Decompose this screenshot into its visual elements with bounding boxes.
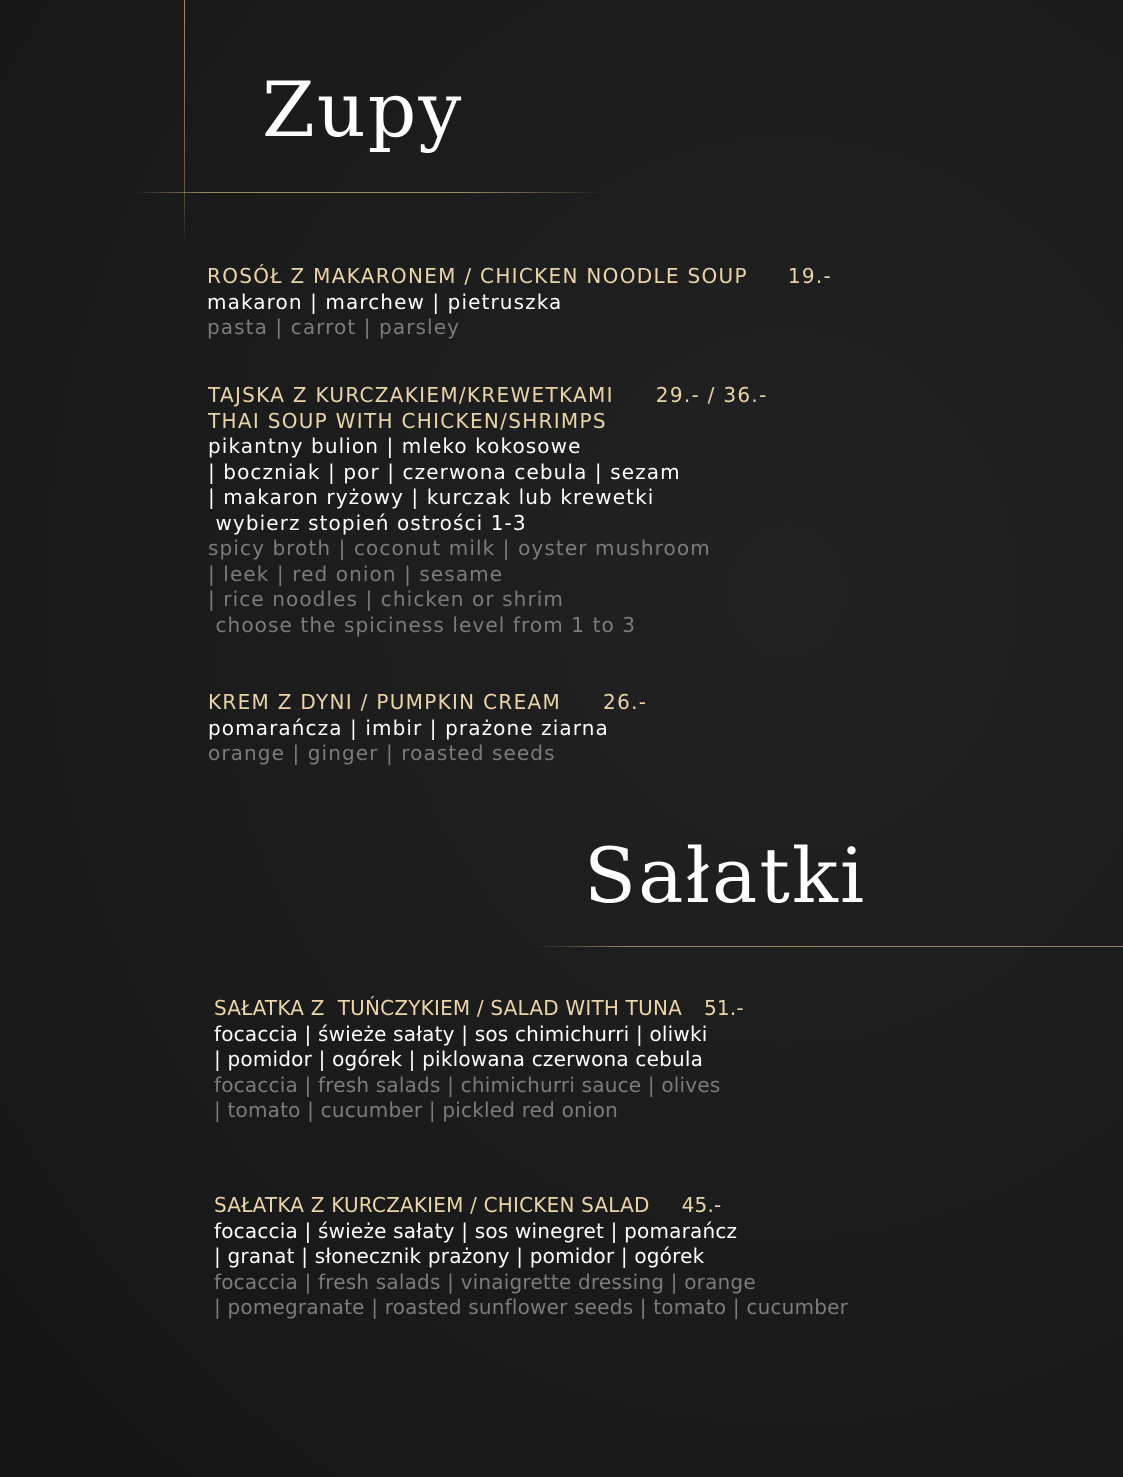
item-desc-en: choose the spiciness level from 1 to 3 — [208, 612, 637, 637]
item-desc-en: pasta | carrot | parsley — [207, 315, 461, 339]
menu-item-tuna-salad — [214, 996, 744, 1124]
soups-heading: Zupy — [262, 65, 464, 154]
item-desc-en: focaccia | fresh salads | vinaigrette dressing | orange — [214, 1269, 756, 1294]
item-desc-pl: | makaron ryżowy | kurczak lub krewetki — [208, 485, 655, 509]
item-desc-pl: focaccia | świeże sałaty | sos winegret | pomarańcz — [214, 1218, 738, 1243]
item-title-row — [214, 1193, 848, 1219]
item-desc-pl: makaron | marchew | pietruszka — [207, 289, 563, 314]
item-desc-en: focaccia | fresh salads | chimichurri sauce | olives — [214, 1072, 721, 1097]
item-name: ROSÓŁ Z MAKARONEM / CHICKEN NOODLE SOUP — [207, 264, 748, 288]
item-price: 45.- — [681, 1193, 722, 1217]
item-desc-en: | tomato | cucumber | pickled red onion — [214, 1098, 619, 1122]
item-name-en: THAI SOUP WITH CHICKEN/SHRIMPS — [208, 408, 607, 433]
item-name: SAŁATKA Z TUŃCZYKIEM / SALAD WITH TUNA — [214, 996, 682, 1020]
item-desc-en: orange | ginger | roasted seeds — [208, 741, 556, 765]
item-desc-pl: | pomidor | ogórek | piklowana czerwona cebula — [214, 1047, 704, 1071]
item-name: SAŁATKA Z KURCZAKIEM / CHICKEN SALAD — [214, 1193, 650, 1217]
item-title-row — [208, 690, 647, 716]
decorative-line-soups — [135, 192, 605, 193]
menu-item-chicken-salad — [214, 1193, 848, 1321]
item-desc-en: spicy broth | coconut milk | oyster mushroom — [208, 536, 711, 560]
item-desc-pl: | granat | słonecznik prażony | pomidor | ogórek — [214, 1244, 705, 1268]
item-desc-en: | leek | red onion | sesame — [208, 561, 504, 586]
menu-item-thai-soup — [208, 383, 768, 638]
item-price: 51.- — [704, 996, 744, 1020]
item-price: 29.- / 36.- — [655, 383, 768, 407]
item-desc-pl: pikantny bulion | mleko kokosowe — [208, 434, 582, 458]
item-price: 26.- — [603, 690, 648, 714]
item-desc-en: | rice noodles | chicken or shrim — [208, 587, 565, 611]
menu-item-pumpkin-cream — [208, 690, 647, 767]
item-desc-pl: focaccia | świeże sałaty | sos chimichurri | oliwki — [214, 1021, 708, 1046]
item-desc-pl: pomarańcza | imbir | prażone ziarna — [208, 715, 609, 740]
item-name: KREM Z DYNI / PUMPKIN CREAM — [208, 690, 562, 714]
item-title-row — [214, 996, 744, 1022]
decorative-line-salads — [535, 946, 1123, 947]
item-price: 19.- — [787, 264, 833, 288]
decorative-vertical-line — [184, 0, 185, 245]
item-desc-pl: wybierz stopień ostrości 1-3 — [208, 510, 527, 535]
item-desc-en: | pomegranate | roasted sunflower seeds | tomato | cucumber — [214, 1295, 849, 1319]
item-title-row — [208, 383, 768, 409]
menu-item-chicken-noodle-soup — [207, 264, 832, 341]
salads-heading: Sałatki — [584, 831, 867, 920]
item-desc-pl: | boczniak | por | czerwona cebula | sezam — [208, 459, 681, 484]
item-name: TAJSKA Z KURCZAKIEM/KREWETKAMI — [208, 383, 614, 407]
item-title-row — [207, 264, 832, 290]
